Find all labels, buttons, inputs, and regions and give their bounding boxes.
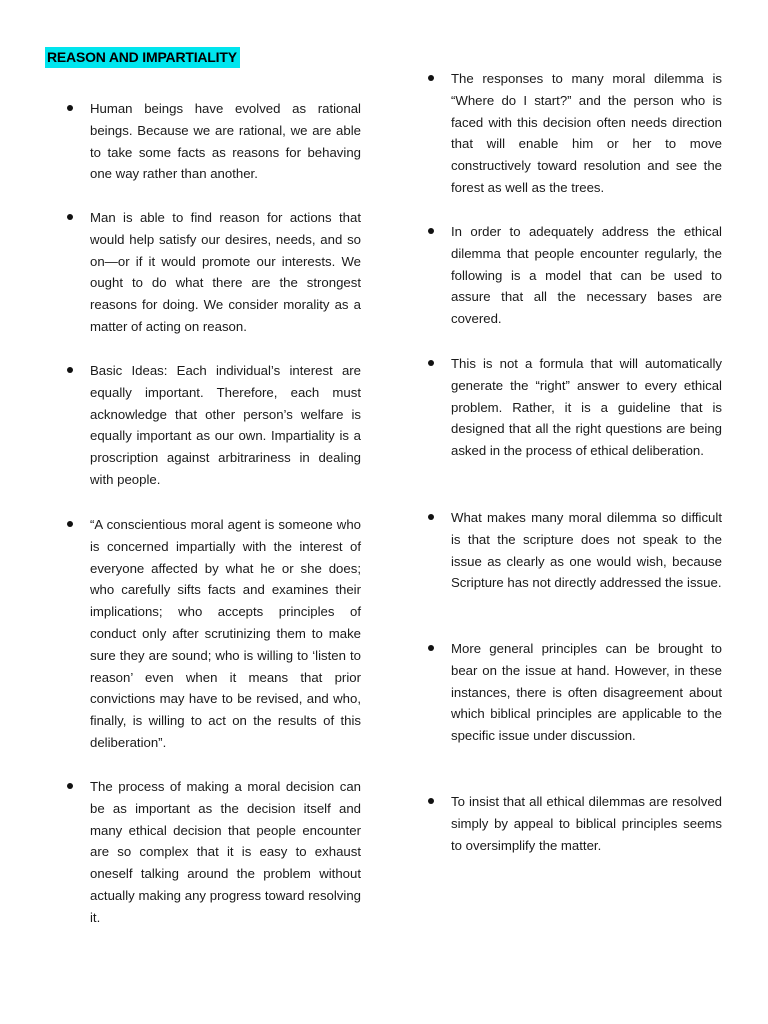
list-item-text: What makes many moral dilemma so difficult is that the scripture does not speak to the issue as clearly as one would wish, because Scripture has not directly addressed the issue. (451, 510, 722, 591)
list-item-text: Basic Ideas: Each individual’s interest are equally important. Therefore, each must acknowledge that other person’s welfare is equally important as our own. Impartiality is a proscription against arbitrariness in dealing with people. (90, 363, 361, 487)
list-item-text: In order to adequately address the ethical dilemma that people encounter regularly, the following is a model that can be used to assure that all the necessary bases are covered. (451, 224, 722, 327)
list-item-text: “A conscientious moral agent is someone who is concerned impartially with the interest of everyone affected by what he or she does; who carefully sifts facts and examines their implications; who accepts principles of conduct only after scrutinizing them to make sure they are sound; who is willing to ‘listen to reason’ even when it means that prior convictions may have to be revised, and who, finally, is willing to act on the results of this deliberation”. (90, 517, 361, 750)
section-heading: REASON AND IMPARTIALITY (45, 47, 240, 68)
bullet-icon (67, 521, 73, 527)
bullet-icon (67, 214, 73, 220)
list-item-text: This is not a formula that will automatically generate the “right” answer to every ethical problem. Rather, it is a guideline that is designed that all the right questions are being asked in the process of ethical deliberation. (451, 356, 722, 459)
list-item-text: The process of making a moral decision can be as important as the decision itself and many ethical decision that people encounter are so complex that it is easy to exhaust oneself talking around the problem without actually making any progress toward resolving it. (90, 779, 361, 925)
bullet-icon (67, 105, 73, 111)
list-item-text: Man is able to find reason for actions that would help satisfy our desires, needs, and so on—or if it would promote our interests. We ought to do what there are the strongest reasons for doing. We consider morality as a matter of acting on reason. (90, 210, 361, 334)
bullet-icon (67, 783, 73, 789)
bullet-icon (428, 228, 434, 234)
bullet-icon (428, 75, 434, 81)
list-item-text: The responses to many moral dilemma is “Where do I start?” and the person who is faced with this decision often needs direction that will enable him or her to move constructively toward resolution and see the forest as well as the trees. (451, 71, 722, 195)
list-item-text: More general principles can be brought to bear on the issue at hand. However, in these instances, there is often disagreement about which biblical principles are applicable to the specific issue under discussion. (451, 641, 722, 744)
list-item-text: To insist that all ethical dilemmas are resolved simply by appeal to biblical principles seems to oversimplify the matter. (451, 794, 722, 853)
bullet-icon (428, 514, 434, 520)
bullet-icon (428, 798, 434, 804)
list-item-text: Human beings have evolved as rational beings. Because we are rational, we are able to take some facts as reasons for behaving one way rather than another. (90, 101, 361, 182)
bullet-icon (67, 367, 73, 373)
bullet-icon (428, 645, 434, 651)
bullet-icon (428, 360, 434, 366)
